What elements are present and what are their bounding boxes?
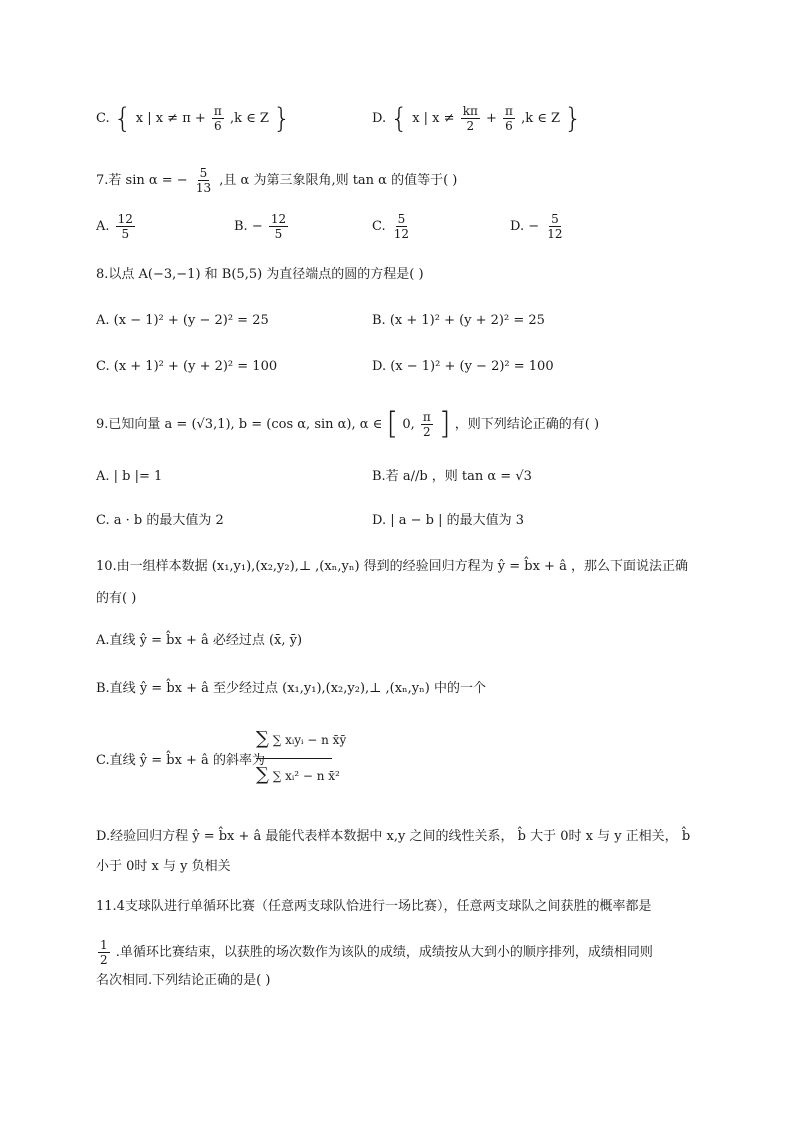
q9-option-c: C. a · b 的最大值为 2 bbox=[96, 513, 224, 528]
q11-stem-line2 bbox=[96, 938, 653, 967]
q10-option-a: A.直线 ŷ = b̂x + â 必经过点 (x̄, ȳ) bbox=[96, 633, 303, 648]
q8-stem: 8.以点 A(−3,−1) 和 B(5,5) 为直径端点的圆的方程是( ) bbox=[96, 267, 424, 282]
numerator: 5 bbox=[551, 212, 559, 226]
option-label: C. bbox=[96, 111, 110, 126]
fraction bbox=[116, 212, 135, 241]
denominator: 12 bbox=[547, 227, 563, 241]
option-label: B. − bbox=[234, 219, 263, 234]
denominator: 6 bbox=[214, 119, 222, 133]
q10-stem-line2: 的有( ) bbox=[96, 591, 137, 606]
numerator: 5 bbox=[199, 166, 208, 180]
fraction bbox=[212, 104, 224, 133]
set-tail: ,k ∈ Z bbox=[229, 111, 269, 126]
fraction bbox=[421, 410, 433, 439]
fraction bbox=[545, 212, 564, 241]
denominator: 2 bbox=[100, 953, 108, 967]
option-label: D. bbox=[372, 111, 387, 126]
right-brace: } bbox=[273, 101, 291, 135]
option-label: A. bbox=[96, 219, 110, 234]
denominator: 6 bbox=[505, 119, 513, 133]
fraction bbox=[194, 166, 213, 195]
q8-option-a: A. (x − 1)² + (y − 2)² = 25 bbox=[96, 313, 269, 328]
numerator: 12 bbox=[117, 212, 133, 226]
plus-sign: + bbox=[486, 111, 497, 126]
fraction-bar bbox=[256, 758, 332, 759]
numerator: π bbox=[422, 410, 431, 424]
fraction bbox=[98, 938, 110, 967]
denominator-text: ∑ xᵢ² − n x̄² bbox=[272, 769, 340, 783]
q7-option-c bbox=[372, 212, 413, 241]
denominator: 2 bbox=[466, 119, 475, 133]
q6-option-c bbox=[96, 101, 291, 135]
q8-option-b: B. (x + 1)² + (y + 2)² = 25 bbox=[372, 313, 545, 328]
q9-option-b: B.若 a//b ，则 tan α = √3 bbox=[372, 469, 532, 484]
left-bracket: [ bbox=[386, 406, 399, 442]
numerator: 1 bbox=[100, 938, 108, 952]
q10-option-c-label: C.直线 ŷ = b̂x + â 的斜率为 bbox=[96, 753, 265, 768]
q9-option-a: A. | b |= 1 bbox=[96, 469, 163, 484]
q11-stem-line3: 名次相同.下列结论正确的是( ) bbox=[96, 973, 271, 988]
sigma-symbol: ∑ bbox=[256, 764, 269, 785]
sigma-symbol: ∑ bbox=[256, 728, 269, 749]
set-condition: x | x ≠ π + bbox=[135, 111, 206, 126]
q6-option-d bbox=[372, 101, 582, 135]
q9-option-d: D. | a − b | 的最大值为 3 bbox=[372, 513, 525, 528]
q8-option-d: D. (x − 1)² + (y − 2)² = 100 bbox=[372, 359, 554, 374]
option-label: D. − bbox=[510, 219, 540, 234]
stem-text: 7.若 sin α = − bbox=[96, 173, 188, 188]
denominator: 13 bbox=[195, 181, 212, 195]
denominator: 5 bbox=[274, 227, 283, 241]
set-condition: x | x ≠ bbox=[412, 111, 455, 126]
option-label: C. bbox=[372, 219, 386, 234]
denominator: 12 bbox=[393, 227, 410, 241]
formula-numerator bbox=[256, 728, 346, 749]
denominator: 5 bbox=[121, 227, 130, 241]
numerator: kπ bbox=[462, 104, 478, 118]
fraction bbox=[503, 104, 515, 133]
stem-text: 9.已知向量 a = (√3,1), b = (cos α, sin α), α ∈ bbox=[96, 417, 383, 432]
numerator: 12 bbox=[270, 212, 287, 226]
q10-option-b: B.直线 ŷ = b̂x + â 至少经过点 (x₁,y₁),(x₂,y₂),⊥ ,(xₙ,yₙ) 中的一个 bbox=[96, 681, 486, 696]
q7-option-b bbox=[234, 212, 290, 241]
formula-denominator bbox=[256, 764, 340, 785]
right-bracket: ] bbox=[438, 406, 451, 442]
stem-text: ，则下列结论正确的有( ) bbox=[454, 417, 600, 432]
stem-text: ,且 α 为第三象限角,则 tan α 的值等于( ) bbox=[219, 173, 458, 188]
slope-formula bbox=[256, 728, 347, 808]
fraction bbox=[461, 104, 480, 133]
fraction bbox=[269, 212, 288, 241]
q10-option-d-line1: D.经验回归方程 ŷ = b̂x + â 最能代表样本数据中 x,y 之间的线性关系， b̂ 大于 0时 x 与 y 正相关， b̂ bbox=[96, 829, 691, 844]
q9-stem bbox=[96, 406, 600, 442]
q7-stem bbox=[96, 166, 457, 195]
q7-option-a bbox=[96, 212, 137, 241]
numerator: π bbox=[213, 104, 222, 118]
right-brace: } bbox=[564, 101, 582, 135]
stem-text: .单循环比赛结束，以获胜的场次数作为该队的成绩，成绩按从大到小的顺序排列，成绩相同则 bbox=[115, 945, 653, 960]
q8-option-c: C. (x + 1)² + (y + 2)² = 100 bbox=[96, 359, 278, 374]
left-brace: { bbox=[113, 101, 132, 135]
q11-stem-line1: 11.4支球队进行单循环比赛（任意两支球队恰进行一场比赛），任意两支球队之间获胜的概率都是 bbox=[96, 899, 652, 914]
q10-stem-line1: 10.由一组样本数据 (x₁,y₁),(x₂,y₂),⊥ ,(xₙ,yₙ) 得到的经验回归方程为 ŷ = b̂x + â ，那么下面说法正确 bbox=[96, 559, 688, 574]
numerator: π bbox=[505, 104, 513, 118]
numerator-text: ∑ xᵢyᵢ − n x̄ȳ bbox=[272, 733, 347, 747]
q10-option-d-line2: 小于 0时 x 与 y 负相关 bbox=[96, 859, 231, 874]
interval-start: 0, bbox=[402, 417, 415, 432]
denominator: 2 bbox=[422, 425, 431, 439]
left-brace: { bbox=[390, 101, 409, 135]
fraction bbox=[392, 212, 411, 241]
numerator: 5 bbox=[397, 212, 406, 226]
set-tail: ,k ∈ Z bbox=[521, 111, 561, 126]
q7-option-d bbox=[510, 212, 567, 241]
